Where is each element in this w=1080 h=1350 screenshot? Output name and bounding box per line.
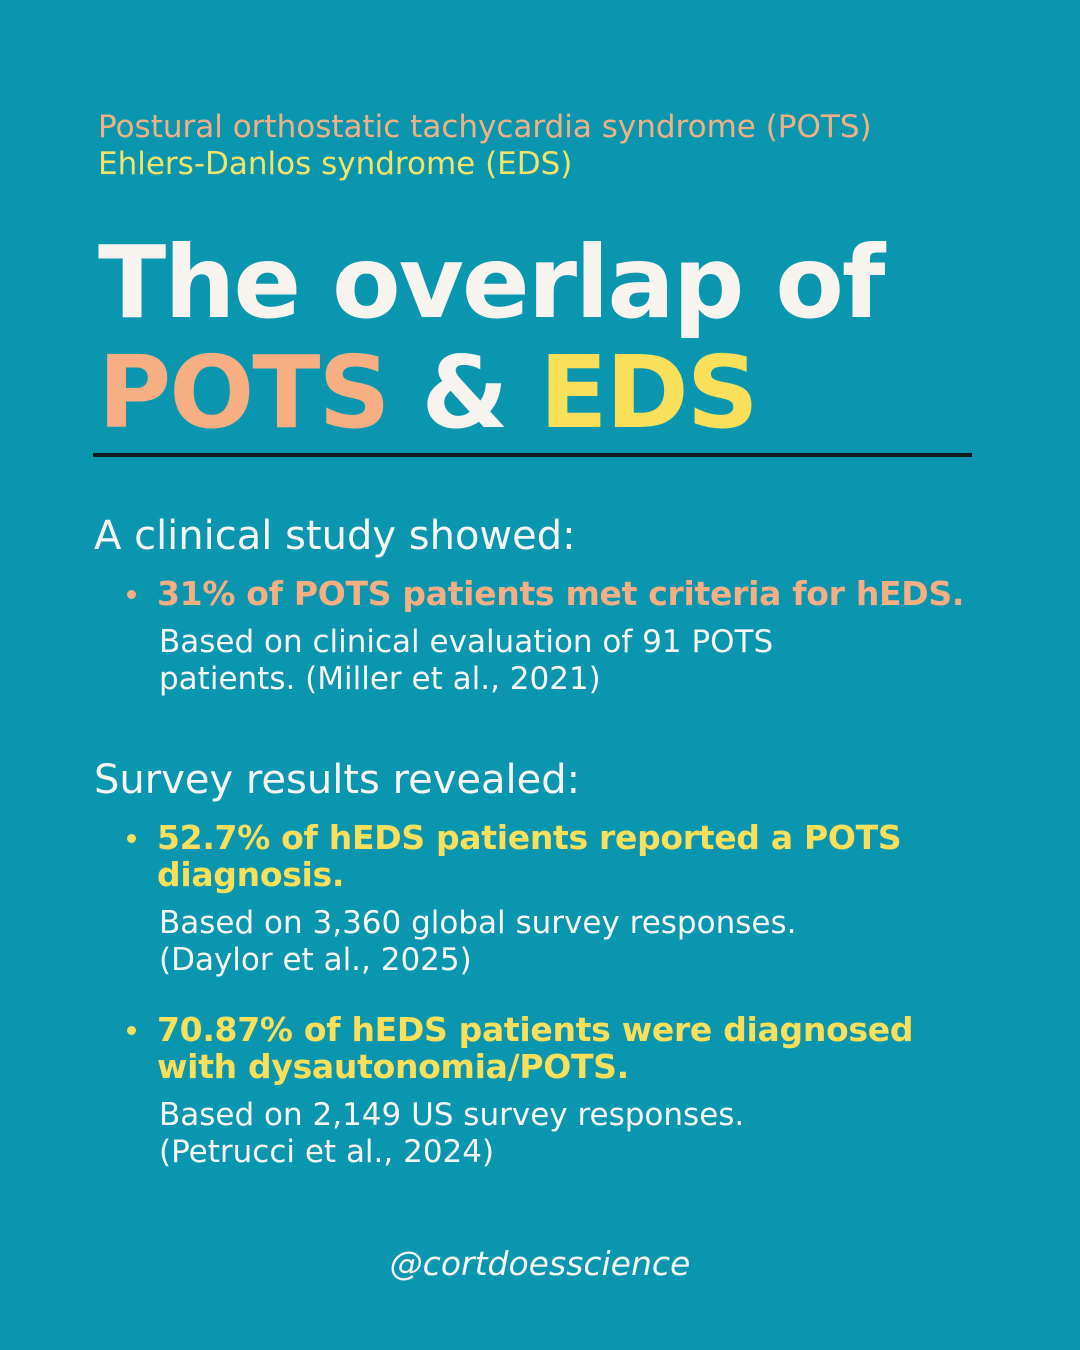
survey-note-2-line2: (Petrucci et al., 2024) [159, 1134, 495, 1170]
eds-subtitle: Ehlers-Danlos syndrome (EDS) [98, 146, 573, 182]
author-handle: @cortdoesscience [389, 1244, 691, 1283]
page-title-line1: The overlap of [98, 224, 884, 341]
clinical-stat: 31% of POTS patients met criteria for hEDS. [157, 574, 965, 613]
pots-subtitle: Postural orthostatic tachycardia syndrome (POTS) [98, 109, 872, 145]
clinical-note-line2: patients. (Miller et al., 2021) [159, 661, 601, 697]
bullet-dot-icon [127, 834, 136, 843]
survey-stat-1: 52.7% of hEDS patients reported a POTS diagnosis. [157, 818, 902, 894]
page-title-line2 [98, 334, 757, 451]
survey-stat-2: 70.87% of hEDS patients were diagnosed with dysautonomia/POTS. [157, 1010, 914, 1086]
title-pots: POTS [98, 334, 389, 451]
bullet-dot-icon [127, 1026, 136, 1035]
title-divider [93, 453, 972, 457]
survey-note-2-line1: Based on 2,149 US survey responses. [159, 1097, 745, 1133]
bullet-dot-icon [127, 590, 136, 599]
survey-note-1-line1: Based on 3,360 global survey responses. [159, 905, 797, 941]
title-ampersand: & [421, 334, 507, 451]
survey-heading: Survey results revealed: [94, 757, 581, 803]
title-eds: EDS [539, 334, 757, 451]
clinical-study-heading: A clinical study showed: [94, 513, 576, 559]
survey-note-1-line2: (Daylor et al., 2025) [159, 942, 472, 978]
clinical-note-line1: Based on clinical evaluation of 91 POTS [159, 624, 774, 660]
